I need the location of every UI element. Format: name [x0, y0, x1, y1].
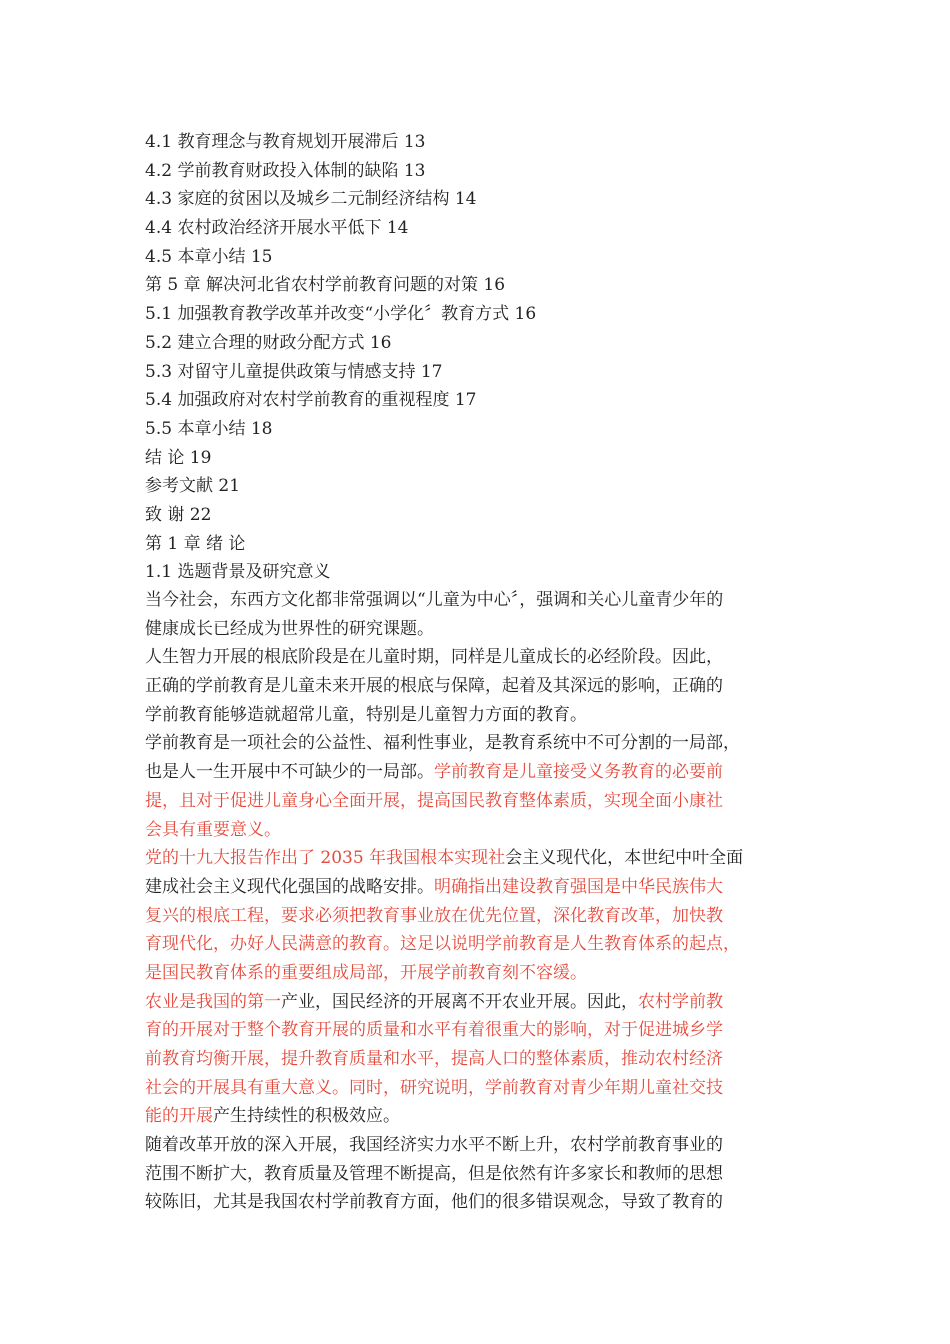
body-paragraph — [145, 586, 825, 643]
toc-entry: 4.5 本章小结 15 — [145, 246, 273, 267]
highlighted-text: 明确指出建设教育强国是中华民族伟大 — [434, 876, 723, 897]
text-segment: 随着改革开放的深入开展，我国经济实力水平不断上升，农村学前教育事业的 — [145, 1135, 723, 1156]
highlighted-text: 党的十九大报告作出了 2035 年我国根本实现社 — [145, 848, 506, 869]
toc-entry: 4.4 农村政治经济开展水平低下 14 — [145, 218, 409, 239]
toc-entry: 5.2 建立合理的财政分配方式 16 — [145, 332, 392, 353]
table-of-contents — [145, 128, 845, 587]
paragraph-line — [145, 1102, 825, 1131]
paragraph-line — [145, 1016, 825, 1045]
toc-entry: 4.2 学前教育财政投入体制的缺陷 13 — [145, 160, 426, 181]
paragraph-line — [145, 1188, 825, 1217]
paragraph-line — [145, 758, 825, 787]
toc-entry: 结 论 19 — [145, 447, 212, 468]
paragraph-line — [145, 586, 825, 615]
highlighted-text: 前教育均衡开展，提升教育质量和水平，提高人口的整体素质，推动农村经济 — [145, 1049, 723, 1069]
text-segment: 正确的学前教育是儿童未来开展的根底与保障，起着及其深远的影响，正确的 — [145, 676, 723, 697]
paragraph-line — [145, 787, 825, 816]
paragraph-line — [145, 930, 825, 959]
paragraph-line — [145, 959, 825, 988]
highlighted-text: 会具有重要意义。 — [145, 819, 281, 840]
text-segment: 健康成长已经成为世界性的研究课题。 — [145, 618, 434, 639]
paragraph-line — [145, 844, 825, 873]
chapter-heading: 第 1 章 绪 论 — [145, 533, 246, 554]
toc-chapter-entry: 第 5 章 解决河北省农村学前教育问题的对策 16 — [145, 275, 506, 296]
toc-entry: 4.1 教育理念与教育规划开展滞后 13 — [145, 132, 426, 152]
paragraph-line — [145, 615, 825, 644]
paragraph-line — [145, 816, 825, 845]
body-text — [145, 586, 825, 1217]
paragraph-line — [145, 672, 825, 701]
toc-entry: 4.3 家庭的贫困以及城乡二元制经济结构 14 — [145, 189, 477, 210]
paragraph-line — [145, 1160, 825, 1189]
body-paragraph — [145, 844, 825, 987]
text-segment: 范围不断扩大，教育质量及管理不断提高，但是依然有许多家长和教师的思想 — [145, 1163, 723, 1184]
text-segment: 较陈旧，尤其是我国农村学前教育方面，他们的很多错误观念，导致了教育的 — [145, 1192, 723, 1213]
toc-entry: 参考文献 21 — [145, 476, 241, 497]
paragraph-line — [145, 729, 825, 758]
highlighted-text: 农村学前教 — [638, 991, 723, 1012]
paragraph-line — [145, 643, 825, 672]
highlighted-text: 学前教育是儿童接受义务教育的必要前 — [434, 762, 723, 783]
section-heading: 1.1 选题背景及研究意义 — [145, 562, 331, 583]
text-segment: 学前教育是一项社会的公益性、福利性事业，是教育系统中不可分割的一局部， — [145, 733, 740, 754]
highlighted-text: 能的开展 — [145, 1106, 213, 1127]
text-segment: 会主义现代化，本世纪中叶全面 — [505, 848, 744, 869]
text-segment: 也是人一生开展中不可缺少的一局部。 — [145, 762, 434, 783]
paragraph-line — [145, 902, 825, 931]
body-paragraph — [145, 643, 825, 729]
paragraph-line — [145, 1074, 825, 1103]
body-paragraph — [145, 1131, 825, 1217]
paragraph-line — [145, 1045, 825, 1074]
paragraph-line — [145, 988, 825, 1017]
paragraph-line — [145, 1131, 825, 1160]
highlighted-text: 农业是我国的第一 — [145, 991, 281, 1012]
text-segment: 学前教育能够造就超常儿童，特别是儿童智力方面的教育。 — [145, 704, 587, 725]
highlighted-text: 社会的开展具有重大意义。同时，研究说明，学前教育对青少年期儿童社交技 — [145, 1077, 723, 1098]
highlighted-text: 育现代化，办好人民满意的教育。这足以说明学前教育是人生教育体系的起点， — [145, 934, 740, 955]
toc-entry: 致 谢 22 — [145, 504, 212, 525]
highlighted-text: 育的开展对于整个教育开展的质量和水平有着很重大的影响，对于促进城乡学 — [145, 1020, 723, 1041]
text-segment: 建成社会主义现代化强国的战略安排。 — [145, 876, 434, 897]
toc-entry: 5.3 对留守儿童提供政策与情感支持 17 — [145, 361, 443, 382]
paragraph-line — [145, 701, 825, 730]
paragraph-line — [145, 873, 825, 902]
text-segment: 产生持续性的积极效应。 — [213, 1106, 400, 1127]
text-segment: 产业，国民经济的开展离不开农业开展。因此， — [281, 991, 638, 1012]
highlighted-text: 是国民教育体系的重要组成局部，开展学前教育刻不容缓。 — [145, 962, 587, 983]
highlighted-text: 复兴的根底工程，要求必须把教育事业放在优先位置，深化教育改革，加快教 — [145, 905, 723, 926]
highlighted-text: 提，且对于促进儿童身心全面开展，提高国民教育整体素质，实现全面小康社 — [145, 790, 723, 811]
toc-entry: 5.5 本章小结 18 — [145, 418, 273, 439]
text-segment: 人生智力开展的根底阶段是在儿童时期，同样是儿童成长的必经阶段。因此， — [145, 647, 723, 668]
body-paragraph — [145, 729, 825, 844]
body-paragraph — [145, 988, 825, 1131]
toc-entry: 5.1 加强教育教学改革并改变“小学化〞教育方式 16 — [145, 304, 537, 325]
text-segment: 当今社会，东西方文化都非常强调以“儿童为中心〞，强调和关心儿童青少年的 — [145, 590, 724, 610]
toc-entry: 5.4 加强政府对农村学前教育的重视程度 17 — [145, 390, 477, 411]
